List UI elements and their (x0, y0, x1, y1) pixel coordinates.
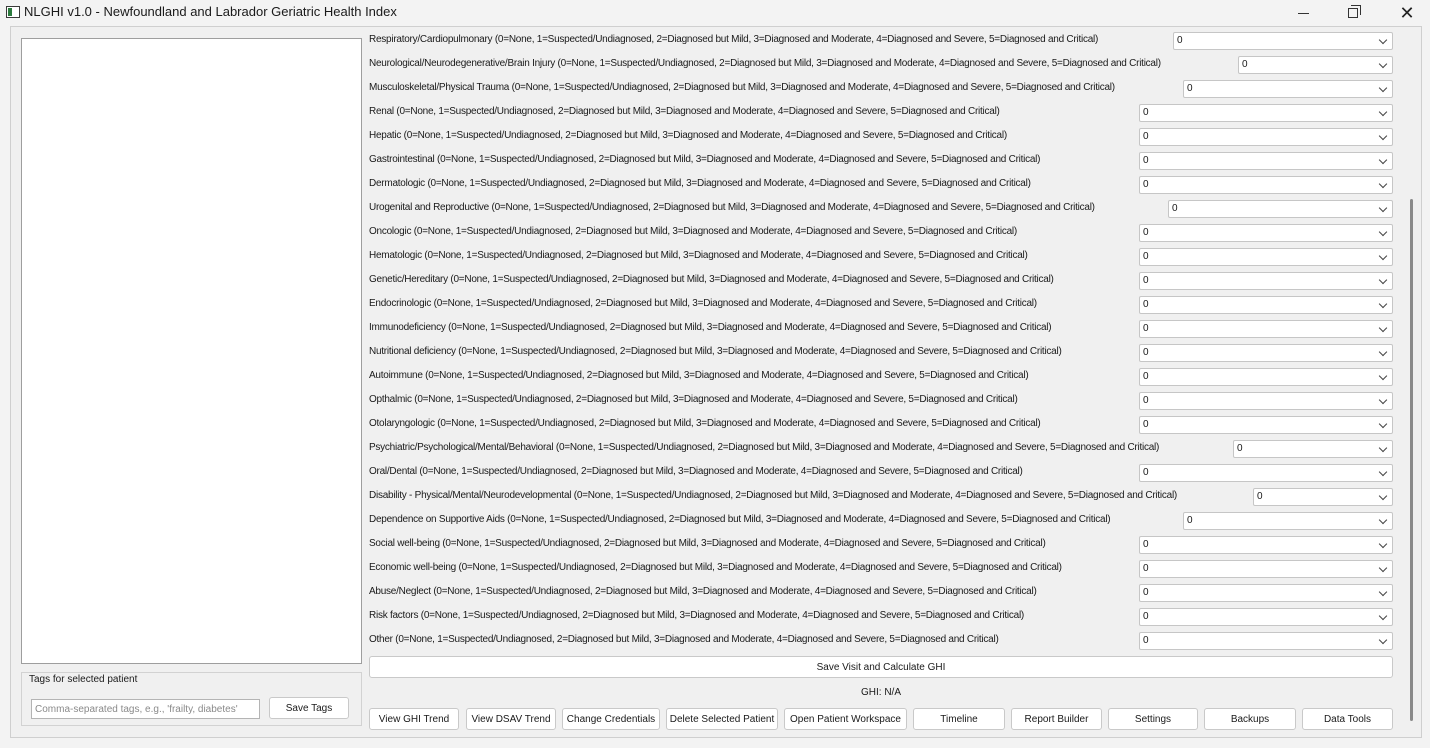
condition-label: Dependence on Supportive Aids (0=None, 1=Suspected/Undiagnosed, 2=Diagnosed but Mild, 3=Diagnosed and Moderate, 4=Diagnosed and Severe, 5=Diagnosed and Critical) (369, 514, 1111, 525)
severity-dropdown[interactable] (1183, 80, 1393, 98)
condition-label: Dermatologic (0=None, 1=Suspected/Undiagnosed, 2=Diagnosed but Mild, 3=Diagnosed and Moderate, 4=Diagnosed and Severe, 5=Diagnosed and Critical) (369, 178, 1031, 189)
form-row (369, 78, 1393, 100)
severity-value: 0 (1143, 419, 1149, 430)
condition-label: Respiratory/Cardiopulmonary (0=None, 1=Suspected/Undiagnosed, 2=Diagnosed but Mild, 3=Diagnosed and Moderate, 4=Diagnosed and Severe, 5=Diagnosed and Critical) (369, 34, 1099, 45)
delete-selected-patient-button[interactable]: Delete Selected Patient (666, 708, 778, 730)
close-icon: ✕ (1399, 2, 1415, 24)
condition-label: Musculoskeletal/Physical Trauma (0=None, 1=Suspected/Undiagnosed, 2=Diagnosed but Mild, 3=Diagnosed and Moderate, 4=Diagnosed and Severe, 5=Diagnosed and Critical) (369, 82, 1115, 93)
chevron-down-icon (1379, 84, 1387, 92)
condition-label: Renal (0=None, 1=Suspected/Undiagnosed, 2=Diagnosed but Mild, 3=Diagnosed and Moderate, 4=Diagnosed and Severe, 5=Diagnosed and Critical) (369, 106, 1000, 117)
severity-value: 0 (1187, 515, 1193, 526)
chevron-down-icon (1379, 492, 1387, 500)
chevron-down-icon (1379, 36, 1387, 44)
chevron-down-icon (1379, 300, 1387, 308)
view-ghi-trend-button[interactable]: View GHI Trend (369, 708, 459, 730)
chevron-down-icon (1379, 348, 1387, 356)
chevron-down-icon (1379, 108, 1387, 116)
chevron-down-icon (1379, 564, 1387, 572)
form-row (369, 30, 1393, 52)
severity-value: 0 (1143, 587, 1149, 598)
form-row (369, 150, 1393, 172)
condition-label: Psychiatric/Psychological/Mental/Behavioral (0=None, 1=Suspected/Undiagnosed, 2=Diagnosed but Mild, 3=Diagnosed and Moderate, 4=Diagnosed and Severe, 5=Diagnosed and Critical) (369, 442, 1160, 453)
severity-dropdown[interactable] (1139, 464, 1393, 482)
severity-value: 0 (1143, 563, 1149, 574)
form-row (369, 126, 1393, 148)
form-row (369, 462, 1393, 484)
condition-label: Opthalmic (0=None, 1=Suspected/Undiagnosed, 2=Diagnosed but Mild, 3=Diagnosed and Moderate, 4=Diagnosed and Severe, 5=Diagnosed and Critical) (369, 394, 1018, 405)
tags-group-title: Tags for selected patient (29, 674, 138, 685)
condition-label: Hepatic (0=None, 1=Suspected/Undiagnosed, 2=Diagnosed but Mild, 3=Diagnosed and Moderate, 4=Diagnosed and Severe, 5=Diagnosed and Critical) (369, 130, 1007, 141)
chevron-down-icon (1379, 252, 1387, 260)
form-row (369, 102, 1393, 124)
severity-value: 0 (1143, 107, 1149, 118)
form-row (369, 438, 1393, 460)
maximize-button[interactable] (1330, 0, 1376, 26)
condition-label: Immunodeficiency (0=None, 1=Suspected/Undiagnosed, 2=Diagnosed but Mild, 3=Diagnosed and Moderate, 4=Diagnosed and Severe, 5=Diagnosed and Critical) (369, 322, 1052, 333)
severity-dropdown[interactable] (1139, 224, 1393, 242)
chevron-down-icon (1379, 396, 1387, 404)
chevron-down-icon (1379, 132, 1387, 140)
form-row (369, 390, 1393, 412)
chevron-down-icon (1379, 516, 1387, 524)
severity-dropdown[interactable] (1139, 368, 1393, 386)
severity-value: 0 (1143, 251, 1149, 262)
condition-label: Abuse/Neglect (0=None, 1=Suspected/Undiagnosed, 2=Diagnosed but Mild, 3=Diagnosed and Moderate, 4=Diagnosed and Severe, 5=Diagnosed and Critical) (369, 586, 1037, 597)
report-builder-button[interactable]: Report Builder (1011, 708, 1102, 730)
severity-value: 0 (1143, 539, 1149, 550)
severity-value: 0 (1143, 635, 1149, 646)
restore-icon (1348, 8, 1358, 18)
severity-dropdown[interactable] (1139, 152, 1393, 170)
change-credentials-button[interactable]: Change Credentials (562, 708, 660, 730)
form-row (369, 294, 1393, 316)
severity-value: 0 (1143, 371, 1149, 382)
form-row (369, 198, 1393, 220)
form-row (369, 582, 1393, 604)
data-tools-button[interactable]: Data Tools (1302, 708, 1393, 730)
minimize-button[interactable] (1280, 0, 1326, 26)
severity-dropdown[interactable] (1139, 104, 1393, 122)
condition-label: Genetic/Hereditary (0=None, 1=Suspected/Undiagnosed, 2=Diagnosed but Mild, 3=Diagnosed and Moderate, 4=Diagnosed and Severe, 5=Diagnosed and Critical) (369, 274, 1054, 285)
form-row (369, 318, 1393, 340)
chevron-down-icon (1379, 60, 1387, 68)
form-row (369, 54, 1393, 76)
severity-dropdown[interactable] (1139, 320, 1393, 338)
severity-value: 0 (1143, 323, 1149, 334)
severity-dropdown[interactable] (1139, 632, 1393, 650)
window-title: NLGHI v1.0 - Newfoundland and Labrador Geriatric Health Index (24, 4, 397, 19)
severity-value: 0 (1143, 467, 1149, 478)
severity-dropdown[interactable] (1139, 560, 1393, 578)
open-patient-workspace-button[interactable]: Open Patient Workspace (784, 708, 907, 730)
condition-label: Hematologic (0=None, 1=Suspected/Undiagnosed, 2=Diagnosed but Mild, 3=Diagnosed and Moderate, 4=Diagnosed and Severe, 5=Diagnosed and Critical) (369, 250, 1028, 261)
condition-label: Otolaryngologic (0=None, 1=Suspected/Undiagnosed, 2=Diagnosed but Mild, 3=Diagnosed and Moderate, 4=Diagnosed and Severe, 5=Diagnosed and Critical) (369, 418, 1041, 429)
severity-value: 0 (1143, 275, 1149, 286)
condition-label: Neurological/Neurodegenerative/Brain Injury (0=None, 1=Suspected/Undiagnosed, 2=Diagnosed but Mild, 3=Diagnosed and Moderate, 4=Diagnosed and Severe, 5=Diagnosed and Critical) (369, 58, 1161, 69)
minimize-icon (1298, 13, 1309, 14)
severity-value: 0 (1143, 227, 1149, 238)
condition-label: Economic well-being (0=None, 1=Suspected/Undiagnosed, 2=Diagnosed but Mild, 3=Diagnosed and Moderate, 4=Diagnosed and Severe, 5=Diagnosed and Critical) (369, 562, 1062, 573)
form-row (369, 366, 1393, 388)
save-tags-button[interactable]: Save Tags (269, 697, 349, 719)
settings-button[interactable]: Settings (1108, 708, 1198, 730)
severity-dropdown[interactable] (1139, 344, 1393, 362)
severity-dropdown[interactable] (1139, 392, 1393, 410)
patient-list[interactable] (21, 38, 362, 664)
chevron-down-icon (1379, 276, 1387, 284)
condition-label: Autoimmune (0=None, 1=Suspected/Undiagnosed, 2=Diagnosed but Mild, 3=Diagnosed and Moderate, 4=Diagnosed and Severe, 5=Diagnosed and Critical) (369, 370, 1029, 381)
condition-label: Gastrointestinal (0=None, 1=Suspected/Undiagnosed, 2=Diagnosed but Mild, 3=Diagnosed and Moderate, 4=Diagnosed and Severe, 5=Diagnosed and Critical) (369, 154, 1041, 165)
severity-value: 0 (1143, 611, 1149, 622)
severity-dropdown[interactable] (1139, 536, 1393, 554)
severity-dropdown[interactable] (1139, 296, 1393, 314)
condition-label: Other (0=None, 1=Suspected/Undiagnosed, 2=Diagnosed but Mild, 3=Diagnosed and Moderate, 4=Diagnosed and Severe, 5=Diagnosed and Critical) (369, 634, 999, 645)
severity-value: 0 (1187, 83, 1193, 94)
severity-dropdown[interactable] (1183, 512, 1393, 530)
chevron-down-icon (1379, 612, 1387, 620)
chevron-down-icon (1379, 444, 1387, 452)
chevron-down-icon (1379, 468, 1387, 476)
severity-value: 0 (1143, 155, 1149, 166)
chevron-down-icon (1379, 324, 1387, 332)
timeline-button[interactable]: Timeline (913, 708, 1005, 730)
tags-input[interactable] (31, 699, 260, 719)
chevron-down-icon (1379, 228, 1387, 236)
save-visit-button[interactable]: Save Visit and Calculate GHI (369, 656, 1393, 678)
view-dsav-trend-button[interactable]: View DSAV Trend (466, 708, 556, 730)
form-row (369, 246, 1393, 268)
severity-value: 0 (1177, 35, 1183, 46)
chevron-down-icon (1379, 204, 1387, 212)
condition-label: Urogenital and Reproductive (0=None, 1=Suspected/Undiagnosed, 2=Diagnosed but Mild, 3=Diagnosed and Moderate, 4=Diagnosed and Severe, 5=Diagnosed and Critical) (369, 202, 1095, 213)
condition-label: Disability - Physical/Mental/Neurodevelopmental (0=None, 1=Suspected/Undiagnosed, 2=Diagnosed but Mild, 3=Diagnosed and Moderate, 4=Diagnosed and Severe, 5=Diagnosed and Critical) (369, 490, 1177, 501)
form-row (369, 558, 1393, 580)
severity-dropdown[interactable] (1238, 56, 1393, 74)
form-row (369, 222, 1393, 244)
form-row (369, 174, 1393, 196)
chevron-down-icon (1379, 420, 1387, 428)
chevron-down-icon (1379, 540, 1387, 548)
condition-label: Oral/Dental (0=None, 1=Suspected/Undiagnosed, 2=Diagnosed but Mild, 3=Diagnosed and Moderate, 4=Diagnosed and Severe, 5=Diagnosed and Critical) (369, 466, 1023, 477)
form-row (369, 534, 1393, 556)
severity-value: 0 (1143, 347, 1149, 358)
severity-dropdown[interactable] (1139, 248, 1393, 266)
close-button[interactable] (1384, 0, 1430, 26)
severity-value: 0 (1143, 395, 1149, 406)
chevron-down-icon (1379, 372, 1387, 380)
form-row (369, 342, 1393, 364)
condition-label: Social well-being (0=None, 1=Suspected/Undiagnosed, 2=Diagnosed but Mild, 3=Diagnosed and Moderate, 4=Diagnosed and Severe, 5=Diagnosed and Critical) (369, 538, 1046, 549)
severity-dropdown[interactable] (1168, 200, 1393, 218)
form-row (369, 606, 1393, 628)
severity-dropdown[interactable] (1139, 128, 1393, 146)
form-row (369, 414, 1393, 436)
condition-label: Risk factors (0=None, 1=Suspected/Undiagnosed, 2=Diagnosed but Mild, 3=Diagnosed and Moderate, 4=Diagnosed and Severe, 5=Diagnosed and Critical) (369, 610, 1024, 621)
severity-value: 0 (1143, 299, 1149, 310)
form-row (369, 510, 1393, 532)
condition-label: Nutritional deficiency (0=None, 1=Suspected/Undiagnosed, 2=Diagnosed but Mild, 3=Diagnosed and Moderate, 4=Diagnosed and Severe, 5=Diagnosed and Critical) (369, 346, 1062, 357)
chevron-down-icon (1379, 636, 1387, 644)
form-row (369, 630, 1393, 652)
severity-dropdown[interactable] (1139, 272, 1393, 290)
severity-dropdown[interactable] (1139, 608, 1393, 626)
condition-label: Oncologic (0=None, 1=Suspected/Undiagnosed, 2=Diagnosed but Mild, 3=Diagnosed and Moderate, 4=Diagnosed and Severe, 5=Diagnosed and Critical) (369, 226, 1017, 237)
chevron-down-icon (1379, 156, 1387, 164)
severity-value: 0 (1237, 443, 1243, 454)
condition-label: Endocrinologic (0=None, 1=Suspected/Undiagnosed, 2=Diagnosed but Mild, 3=Diagnosed and Moderate, 4=Diagnosed and Severe, 5=Diagnosed and Critical) (369, 298, 1037, 309)
severity-value: 0 (1242, 59, 1248, 70)
chevron-down-icon (1379, 588, 1387, 596)
form-row (369, 486, 1393, 508)
ghi-score-label: GHI: N/A (860, 687, 901, 698)
title-bar (0, 0, 1430, 26)
severity-dropdown[interactable] (1139, 416, 1393, 434)
severity-value: 0 (1257, 491, 1263, 502)
app-icon (6, 6, 20, 18)
severity-dropdown[interactable] (1233, 440, 1393, 458)
chevron-down-icon (1379, 180, 1387, 188)
severity-dropdown[interactable] (1139, 584, 1393, 602)
scrollbar-thumb[interactable] (1410, 199, 1413, 721)
severity-dropdown[interactable] (1139, 176, 1393, 194)
form-row (369, 270, 1393, 292)
severity-value: 0 (1143, 131, 1149, 142)
severity-dropdown[interactable] (1253, 488, 1393, 506)
main-panel (10, 26, 1422, 738)
backups-button[interactable]: Backups (1204, 708, 1296, 730)
severity-dropdown[interactable] (1173, 32, 1393, 50)
severity-value: 0 (1143, 179, 1149, 190)
severity-value: 0 (1172, 203, 1178, 214)
